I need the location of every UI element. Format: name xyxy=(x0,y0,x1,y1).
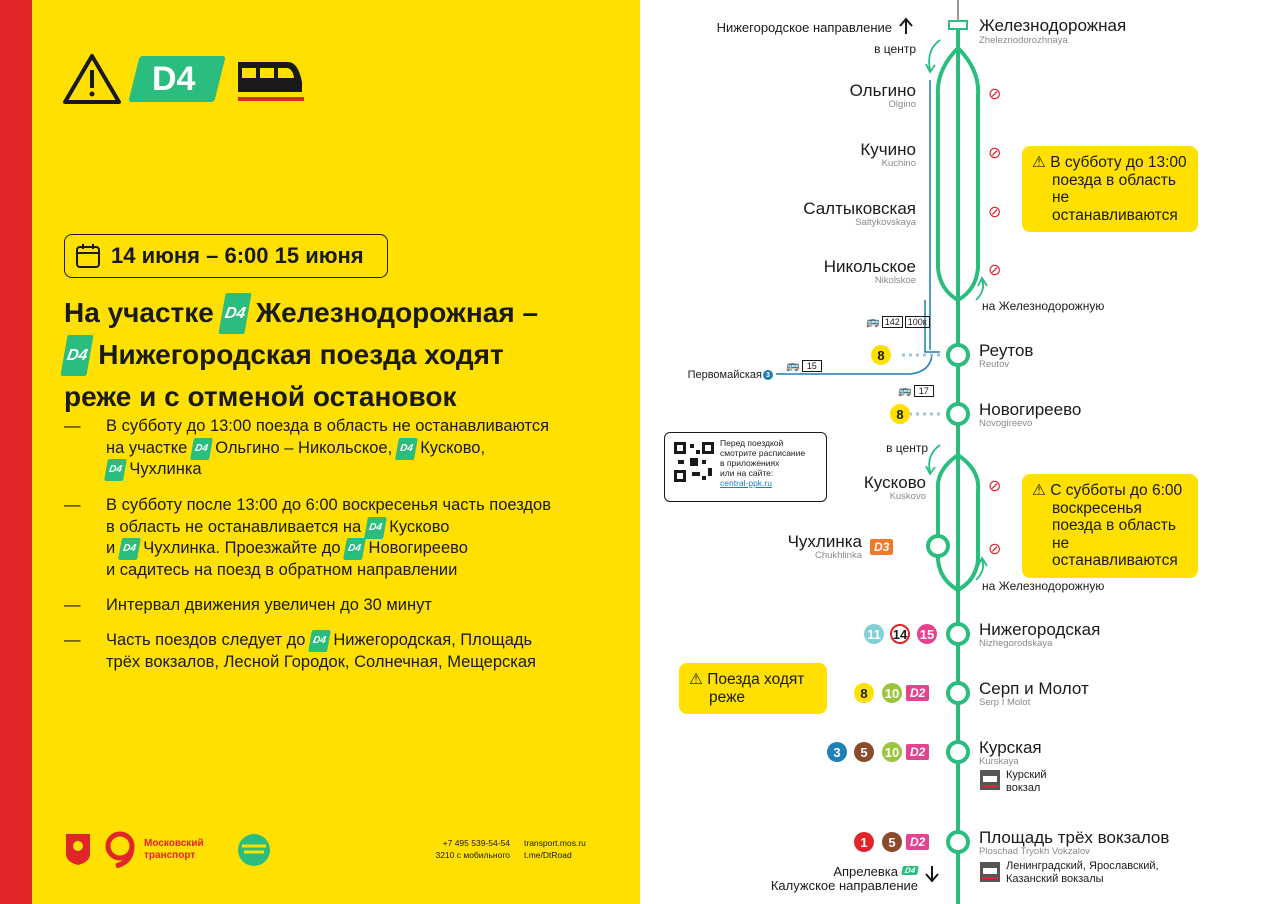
qr-text-line: Перед поездкой xyxy=(720,438,784,448)
station-name-zheleznodorozhnaya[interactable]: Железнодорожная xyxy=(979,16,1127,35)
d2-tag: D2 xyxy=(906,685,929,701)
headline-line-1 xyxy=(64,292,624,334)
headline-line-2 xyxy=(64,334,624,376)
train-icon xyxy=(236,58,306,104)
bus-route-badge: 142 xyxy=(882,316,903,328)
d4-tag: D4 xyxy=(190,438,213,460)
bullet-dash: — xyxy=(64,596,81,614)
mostrans-logo-icon xyxy=(104,830,140,868)
station-name-kuskovo[interactable]: Кусково xyxy=(863,473,926,492)
bullet-1-d: Кусково, xyxy=(420,438,486,457)
note-line: поезда в область xyxy=(1052,171,1176,189)
bullet-2-g: и садитесь на поезд в обратном направлении xyxy=(106,560,458,579)
d4-tag: D4 xyxy=(60,335,94,376)
station-lat: Reutov xyxy=(979,359,1010,370)
bus-route-badge: 15 xyxy=(802,360,822,372)
route-map xyxy=(640,0,1280,904)
station-name-chukhlinka[interactable]: Чухлинка xyxy=(787,532,862,551)
note-trains-less-often xyxy=(679,663,827,714)
station-name-kurskaya[interactable]: Курская xyxy=(979,738,1042,757)
station-name-ploshchad-tryokh-vokzalov[interactable]: Площадь трёх вокзалов xyxy=(979,828,1170,847)
metro-line-10: 10 xyxy=(882,742,902,762)
d4-tag: D4 xyxy=(104,459,127,481)
no-stop-icon: ⊘ xyxy=(988,145,1002,162)
station-name-kuchino[interactable]: Кучино xyxy=(860,140,916,159)
metro-line-3: 3 xyxy=(827,742,847,762)
station-lat: Novogireevo xyxy=(979,418,1033,429)
station-name-nizhegorodskaya[interactable]: Нижегородская xyxy=(979,620,1101,639)
bullet-4 xyxy=(64,630,604,673)
three-stations-line-2: Казанский вокзалы xyxy=(1006,872,1104,885)
warning-icon xyxy=(62,52,122,106)
station-name-olgino[interactable]: Ольгино xyxy=(849,81,916,100)
d4-tag: D4 xyxy=(901,866,919,875)
warning-icon: ⚠ xyxy=(1032,482,1046,499)
note-saturday-evening xyxy=(1022,474,1198,578)
metro-3-mini: 3 xyxy=(763,370,773,380)
bullet-1-b: на участке xyxy=(106,438,188,457)
metro-line-5: 5 xyxy=(882,832,902,852)
footer-links-block xyxy=(524,838,586,861)
note-line: Поезда ходят xyxy=(707,671,805,688)
d4-tag: D4 xyxy=(395,438,418,460)
note-line: В субботу до 13:00 xyxy=(1050,154,1187,171)
footer-phone[interactable]: +7 495 539-54-54 xyxy=(442,838,510,848)
note-line: не останавливаются xyxy=(1052,189,1178,224)
to-zhel-label-2: на Железнодорожную xyxy=(982,579,1105,593)
kursky-line-1: Курский xyxy=(1006,769,1047,781)
qr-code-icon[interactable] xyxy=(672,440,716,484)
qr-link[interactable]: central-ppk.ru xyxy=(720,478,772,488)
bus-route-badge: 17 xyxy=(914,385,934,397)
station-marker xyxy=(948,20,968,30)
station-name-novogireevo[interactable]: Новогиреево xyxy=(979,400,1082,419)
note-line: С субботы до 6:00 xyxy=(1050,482,1183,499)
metro-line-8: 8 xyxy=(890,404,910,424)
direction-top-label: Нижегородское направление xyxy=(716,20,892,35)
station-lat: Chukhlinka xyxy=(815,550,862,561)
station-lat: Nizhegorodskaya xyxy=(979,638,1053,649)
note-line: поезда в область xyxy=(1052,517,1176,534)
d4-tag: D4 xyxy=(308,630,331,652)
bullet-2-d: и xyxy=(106,539,116,557)
calendar-icon xyxy=(75,243,101,269)
footer-site-link[interactable]: transport.mos.ru xyxy=(524,838,586,848)
to-center-label-1: в центр xyxy=(874,42,916,56)
bullet-2-c: Кусково xyxy=(389,517,450,536)
bullet-1-e: Чухлинка xyxy=(129,460,202,478)
bullet-2-f: Новогиреево xyxy=(368,539,468,557)
station-lat: Kuchino xyxy=(881,158,916,169)
bullet-text xyxy=(106,630,604,673)
headline-part-1: На участке xyxy=(64,297,214,328)
headline-line-3: реже и с отменой остановок xyxy=(64,381,457,412)
station-lat: Kurskaya xyxy=(979,756,1019,767)
mostrans-line-1: Московский xyxy=(144,838,204,849)
bullet-3-text: Интервал движения увеличен до 30 минут xyxy=(106,596,432,614)
d4-tag: D4 xyxy=(343,538,366,560)
bullet-2-e: Чухлинка. Проезжайте до xyxy=(143,539,341,557)
qr-text-line: или на сайте: xyxy=(720,468,774,478)
d2-tag: D2 xyxy=(906,834,929,850)
no-stop-icon: ⊘ xyxy=(988,478,1002,495)
no-stop-icon: ⊘ xyxy=(988,86,1002,103)
aprelevka-label: Апрелевка xyxy=(833,864,898,879)
bullet-text xyxy=(106,416,604,481)
station-marker xyxy=(946,830,970,854)
warning-icon: ⚠ xyxy=(689,671,703,688)
rzd-logo-icon xyxy=(236,832,272,868)
station-lat: Nikolskoe xyxy=(874,275,916,286)
date-range-text: 14 июня – 6:00 15 июня xyxy=(111,243,364,268)
station-lat: Ploschad Tryokh Vokzalov xyxy=(979,846,1090,857)
mostrans-name xyxy=(144,838,204,862)
bullet-4-b: Нижегородская, Площадь xyxy=(333,631,533,649)
station-name-nikolskoe[interactable]: Никольское xyxy=(823,257,916,276)
bullet-text xyxy=(106,495,604,581)
bullet-1-c: Ольгино – Никольское, xyxy=(215,438,393,457)
footer-phone-block xyxy=(430,838,510,861)
left-red-stripe xyxy=(0,0,32,904)
note-line: воскресенья xyxy=(1052,499,1142,517)
bus-icon: 🚌 xyxy=(866,316,880,328)
metro-line-8: 8 xyxy=(871,345,891,365)
station-marker xyxy=(946,681,970,705)
headline-part-2: Железнодорожная – xyxy=(255,297,539,328)
station-lat: Olgino xyxy=(888,99,916,110)
d4-tag: D4 xyxy=(364,517,387,539)
date-range-box xyxy=(64,234,388,278)
d4-tag: D4 xyxy=(218,293,252,334)
station-marker xyxy=(946,343,970,367)
info-panel xyxy=(32,0,640,904)
kursky-line-2: вокзал xyxy=(1006,781,1041,794)
railway-station-icon xyxy=(980,770,1000,790)
note-line: не останавливаются xyxy=(1052,534,1178,569)
bus-icon: 🚌 xyxy=(898,385,912,397)
no-stop-icon: ⊘ xyxy=(988,541,1002,558)
qr-text-line: в приложениях xyxy=(720,458,780,468)
warning-icon: ⚠ xyxy=(1032,154,1046,171)
footer-telegram-link[interactable]: t.me/DtRoad xyxy=(524,849,572,860)
headline-part-3: Нижегородская поезда ходят xyxy=(98,339,504,370)
note-saturday-morning xyxy=(1022,146,1198,232)
station-name-serp-i-molot[interactable]: Серп и Молот xyxy=(979,679,1089,698)
qr-text-line: смотрите расписание xyxy=(720,448,806,458)
metro-line-5: 5 xyxy=(854,742,874,762)
mostrans-line-2: транспорт xyxy=(144,850,196,861)
station-marker xyxy=(946,402,970,426)
footer-mobile: 3210 с мобильного xyxy=(435,849,510,860)
bullet-dash: — xyxy=(64,417,81,435)
note-line: реже xyxy=(709,688,746,706)
d3-tag: D3 xyxy=(870,539,893,555)
bullet-3 xyxy=(64,595,604,617)
metro-line-11: 11 xyxy=(864,624,884,644)
headline xyxy=(64,292,624,417)
bus-badges-pervomaiskaya xyxy=(786,359,822,372)
bullet-4-c: трёх вокзалов, Лесной Городок, Солнечная, Мещерская xyxy=(106,652,536,671)
d4-tag: D4 xyxy=(118,538,141,560)
kursky-station-label xyxy=(1006,769,1047,794)
bus-icon: 🚌 xyxy=(786,360,800,372)
bus-badges-novogireevo xyxy=(898,384,934,397)
qr-info-box xyxy=(664,432,827,502)
metro-line-1: 1 xyxy=(854,832,874,852)
bullet-2-a: В субботу после 13:00 до 6:00 воскресенья часть поездов xyxy=(106,496,551,514)
station-name-saltykovskaya[interactable]: Салтыковская xyxy=(803,199,916,218)
metro-line-15: 15 xyxy=(917,624,937,644)
to-center-label-2: в центр xyxy=(886,441,928,455)
qr-text xyxy=(720,438,805,488)
station-name-reutov[interactable]: Реутов xyxy=(979,341,1034,360)
bullet-1-a: В субботу до 13:00 поезда в область не останавливаются xyxy=(106,417,550,435)
no-stop-icon: ⊘ xyxy=(988,262,1002,279)
station-lat: Zheleznodorozhnaya xyxy=(979,35,1068,46)
three-stations-label xyxy=(1006,860,1159,885)
bullet-2 xyxy=(64,495,604,581)
bullet-1 xyxy=(64,416,604,481)
three-stations-line-1: Ленинградский, Ярославский, xyxy=(1006,860,1159,872)
bus-badges-reutov xyxy=(866,315,930,328)
metro-line-8: 8 xyxy=(854,683,874,703)
d2-tag: D2 xyxy=(906,744,929,760)
bullet-dash: — xyxy=(64,631,81,649)
pervomaiskaya-label: Первомайская xyxy=(687,369,762,381)
station-marker xyxy=(946,622,970,646)
bus-route-badge: 100к xyxy=(905,316,930,328)
railway-station-icon xyxy=(980,862,1000,882)
moscow-coat-of-arms-icon xyxy=(64,832,92,866)
station-lat: Kuskovo xyxy=(889,491,926,502)
kaluzhskoe-direction-label: Калужское направление xyxy=(770,878,918,893)
metro-line-14: 14 xyxy=(890,624,910,644)
station-marker xyxy=(946,740,970,764)
metro-line-10: 10 xyxy=(882,683,902,703)
bullet-2-b: в область не останавливается на xyxy=(106,517,362,536)
station-lat: Saltykovskaya xyxy=(855,217,916,228)
station-marker xyxy=(926,534,950,558)
bullet-dash: — xyxy=(64,496,81,514)
station-lat: Serp I Molot xyxy=(979,697,1031,708)
to-zhel-label-1: на Железнодорожную xyxy=(982,299,1105,313)
no-stop-icon: ⊘ xyxy=(988,204,1002,221)
bullet-4-a: Часть поездов следует до xyxy=(106,631,306,649)
d4-logo-label: D4 xyxy=(152,60,196,98)
